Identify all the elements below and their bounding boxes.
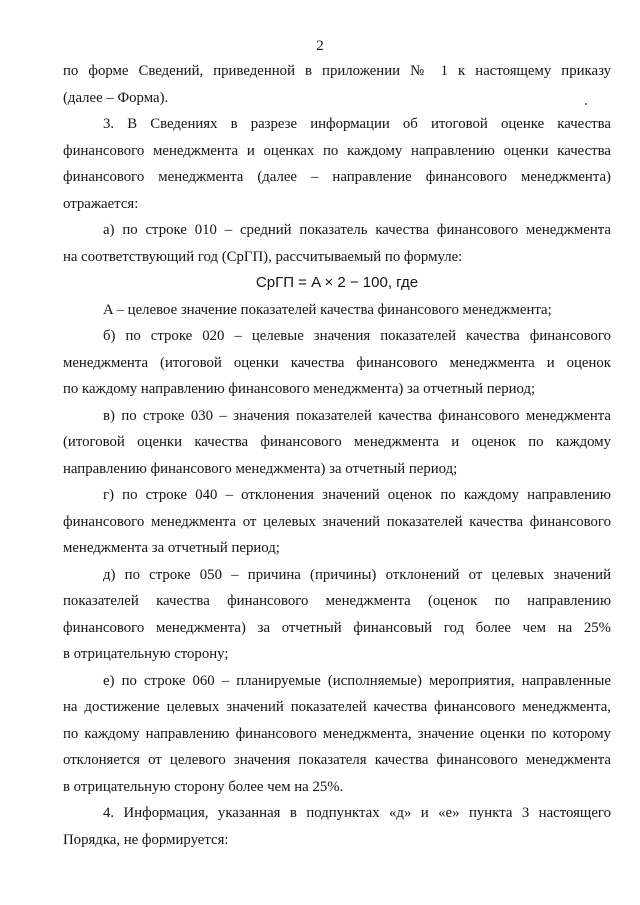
text-line: г) по строке 040 – отклонения значений оценок по каждому направлению: [103, 487, 611, 503]
document-body: [63, 58, 611, 853]
text-line: A – целевое значение показателей качества финансового менеджмента;: [103, 301, 552, 318]
text-line: на соответствующий год (СрГП), рассчитываемый по формуле:: [63, 248, 463, 265]
text-line: менеджмента (итоговой оценки качества финансового менеджмента и оценок: [63, 354, 611, 371]
text-line: б) по строке 020 – целевые значения показателей качества финансового: [103, 328, 611, 344]
text-line: финансового менеджмента (далее – направление финансового менеджмента): [63, 169, 611, 185]
text-line: 4. Информация, указанная в подпунктах «д» и «е» пункта 3 настоящего: [103, 805, 611, 821]
text-line: в отрицательную сторону;: [63, 646, 229, 662]
text-line: финансового менеджмента от целевых значений показателей качества финансового: [63, 513, 611, 530]
text-line: а) по строке 010 – средний показатель качества финансового менеджмента: [103, 222, 611, 238]
page-number: 2: [316, 38, 324, 54]
text-line: по каждому направлению финансового менеджмента) за отчетный период;: [63, 381, 536, 397]
text-line: по форме Сведений, приведенной в приложении № 1 к настоящему приказу: [63, 63, 611, 79]
text-line: е) по строке 060 – планируемые (исполняемые) мероприятия, направленные: [103, 672, 611, 689]
text-line: д) по строке 050 – причина (причины) отклонений от целевых значений: [103, 566, 611, 583]
text-line: Порядка, не формируется:: [63, 831, 229, 848]
text-line: финансового менеджмента) за отчетный финансовый год более чем на 25%: [63, 619, 611, 636]
text-line: (далее – Форма).: [63, 89, 169, 106]
text-line: показателей качества финансового менеджмента (оценок по направлению: [63, 593, 611, 609]
text-line: финансового менеджмента и оценках по каждому направлению оценки качества: [63, 142, 611, 159]
text-line: в) по строке 030 – значения показателей качества финансового менеджмента: [103, 407, 611, 424]
text-line: 3. В Сведениях в разрезе информации об итоговой оценке качества: [103, 116, 611, 132]
text-line: в отрицательную сторону более чем на 25%.: [63, 778, 344, 795]
text-line: (итоговой оценки качества финансового менеджмента и оценок по каждому: [63, 434, 611, 450]
text-line: на достижение целевых значений показателей качества финансового менеджмента,: [63, 699, 611, 715]
text-line: направлению финансового менеджмента) за отчетный период;: [63, 460, 458, 477]
text-line: отражается:: [63, 195, 139, 212]
text-line: отклоняется от целевого значения показателя качества финансового менеджмента: [63, 752, 611, 768]
formula-line: СрГП = A × 2 − 100, где: [255, 274, 419, 291]
text-line: менеджмента за отчетный период;: [63, 540, 280, 556]
text-line: по каждому направлению финансового менеджмента, значение оценки по которому: [63, 725, 611, 742]
